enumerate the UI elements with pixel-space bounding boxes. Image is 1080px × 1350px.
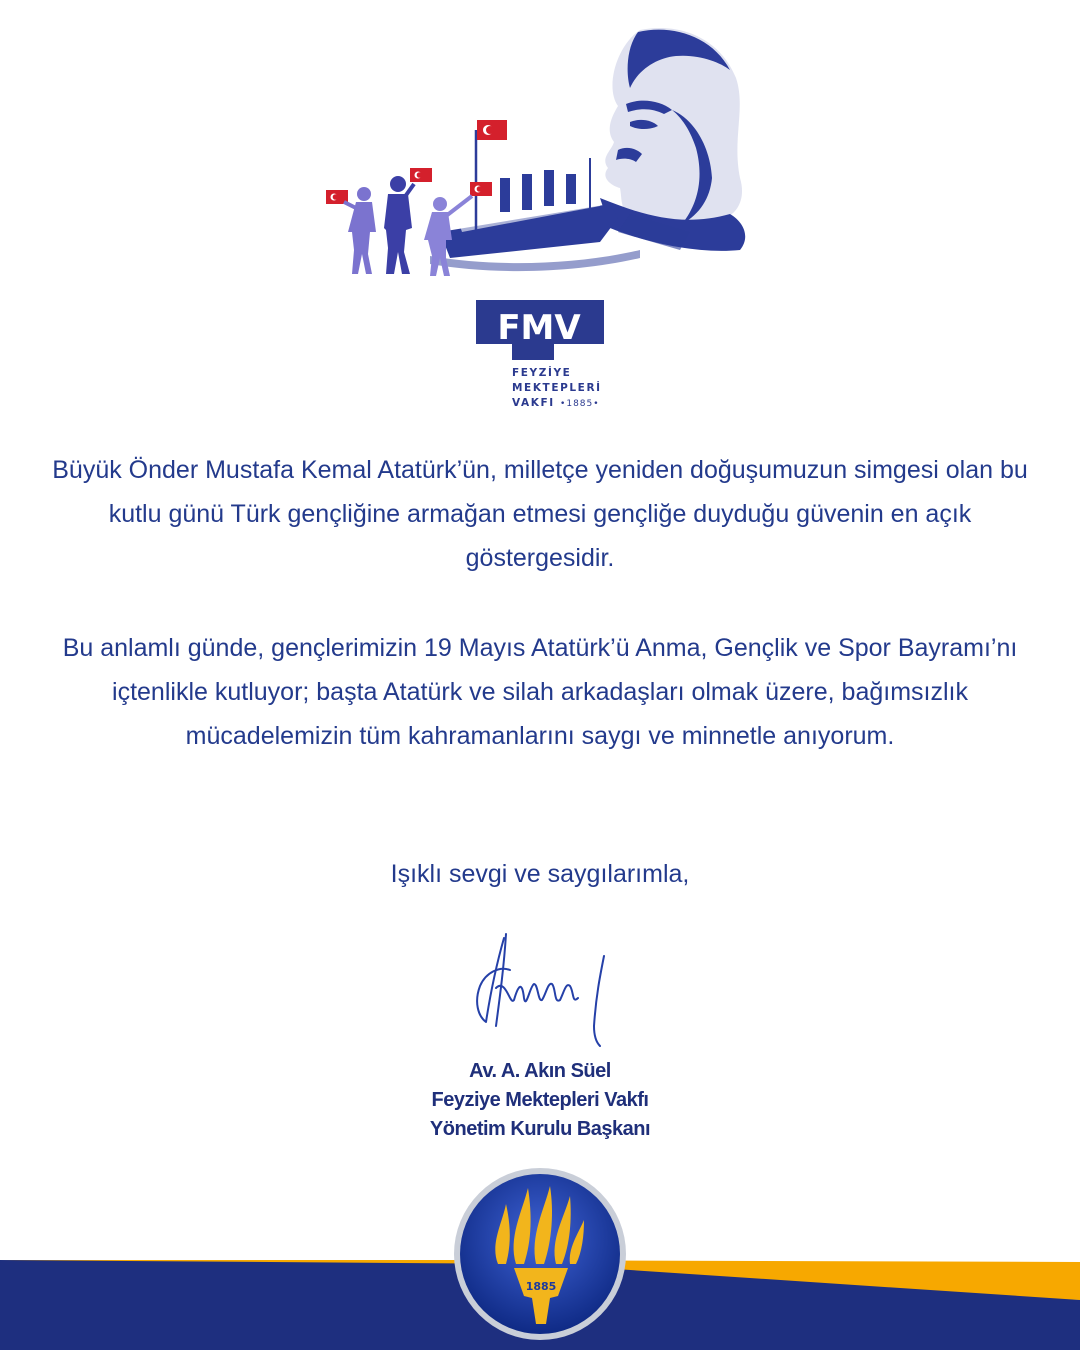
message-closing: Işıklı sevgi ve saygılarımla, [390, 860, 690, 888]
ship [430, 130, 640, 271]
logo-wordmark [512, 366, 602, 412]
handwritten-signature [466, 926, 616, 1052]
message-paragraph-1: Büyük Önder Mustafa Kemal Atatürk’ün, milletçe yeniden doğuşumuzun simgesi olan bu kutlu günü Türk gençliğine armağan etmesi gençliğe duyduğu güvenin en açık göstergesidir. [52, 456, 1028, 572]
signatory-name: Av. A. Akın Süel [469, 1060, 611, 1082]
portrait [600, 28, 745, 251]
logo-mark: FMV [497, 308, 581, 348]
hero-illustration [300, 18, 760, 280]
message-paragraph-2: Bu anlamlı günde, gençlerimizin 19 Mayıs Atatürk’ü Anma, Gençlik ve Spor Bayramı’nı içtenlikle kutluyor; başta Atatürk ve silah arkadaşları olmak üzere, bağımsızlık mücadelemizin tüm kahramanlarını saygı ve minnetle anıyorum. [62, 634, 1018, 750]
signatory-block [240, 1057, 840, 1144]
logo-year: •1885• [560, 399, 600, 409]
flags [326, 120, 507, 204]
signatory-organization: Feyziye Mektepleri Vakfı [431, 1089, 649, 1111]
logo-line-1: FEYZİYE [512, 367, 572, 379]
signatory-title: Yönetim Kurulu Başkanı [429, 1118, 651, 1140]
logo-line-2: MEKTEPLERİ [512, 382, 602, 394]
torch-emblem [450, 1164, 630, 1344]
logo-line-3: VAKFI •1885• [512, 397, 600, 409]
emblem-year: 1885 [525, 1280, 557, 1293]
